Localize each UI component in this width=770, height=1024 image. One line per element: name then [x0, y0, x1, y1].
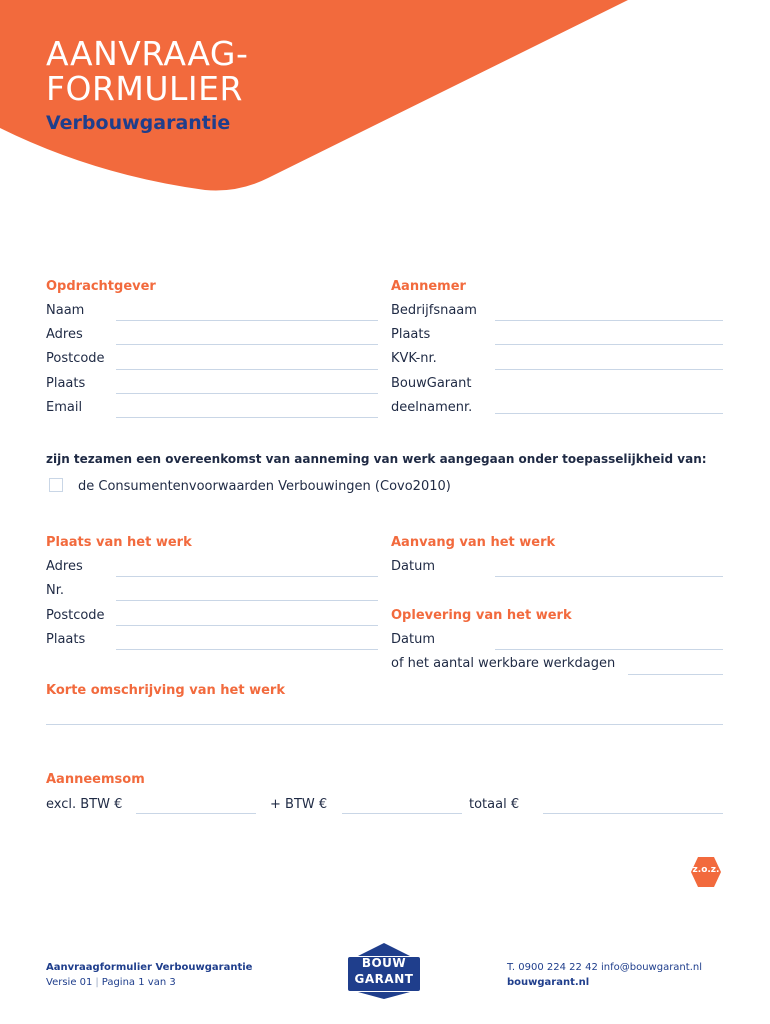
covo2010-checkbox[interactable] [49, 478, 63, 492]
form-subtitle: Verbouwgarantie [46, 112, 231, 134]
opdrachtgever-adres-label: Adres [46, 327, 83, 342]
aannemer-heading: Aannemer [391, 279, 466, 294]
covo2010-label: de Consumentenvoorwaarden Verbouwingen (Covo2010) [78, 479, 451, 494]
werk-adres-field[interactable] [116, 576, 378, 577]
omschrijving-heading: Korte omschrijving van het werk [46, 683, 285, 698]
werkdagen-label: of het aantal werkbare werkdagen [391, 656, 616, 671]
footer-website[interactable]: bouwgarant.nl [507, 977, 590, 988]
aannemer-bedrijfsnaam-field[interactable] [495, 320, 723, 321]
excl-btw-field[interactable] [136, 813, 256, 814]
opdrachtgever-plaats-label: Plaats [46, 376, 86, 391]
logo-line1: BOUW [361, 956, 407, 970]
zoz-badge-text: z.o.z. [692, 865, 720, 875]
opdrachtgever-email-label: Email [46, 400, 83, 415]
aannemer-plaats-field[interactable] [495, 344, 723, 345]
aanvang-datum-label: Datum [391, 559, 435, 574]
werk-nr-field[interactable] [116, 600, 378, 601]
aanvang-datum-field[interactable] [495, 576, 723, 577]
totaal-label: totaal € [469, 797, 520, 812]
aannemer-plaats-label: Plaats [391, 327, 431, 342]
werk-adres-label: Adres [46, 559, 83, 574]
footer-contact[interactable]: T. 0900 224 22 42 info@bouwgarant.nl [507, 962, 702, 973]
bouwgarant-logo [346, 942, 422, 1000]
agreement-statement: zijn tezamen een overeenkomst van aanneming van werk aangegaan onder toepasselijkheid van: [46, 452, 707, 466]
excl-btw-label: excl. BTW € [46, 797, 123, 812]
btw-field[interactable] [342, 813, 462, 814]
aanneemsom-heading: Aanneemsom [46, 772, 145, 787]
footer-version: Versie 01 | Pagina 1 van 3 [46, 977, 176, 988]
opdrachtgever-adres-field[interactable] [116, 344, 378, 345]
oplevering-datum-label: Datum [391, 632, 435, 647]
werkdagen-field[interactable] [628, 674, 723, 675]
totaal-field[interactable] [543, 813, 723, 814]
opdrachtgever-email-field[interactable] [116, 417, 378, 418]
btw-label: + BTW € [270, 797, 328, 812]
werk-postcode-field[interactable] [116, 625, 378, 626]
oplevering-datum-field[interactable] [495, 649, 723, 650]
opdrachtgever-heading: Opdrachtgever [46, 279, 156, 294]
opdrachtgever-naam-field[interactable] [116, 320, 378, 321]
opdrachtgever-plaats-field[interactable] [116, 393, 378, 394]
aannemer-kvk-field[interactable] [495, 369, 723, 370]
werk-nr-label: Nr. [46, 583, 65, 598]
opdrachtgever-postcode-field[interactable] [116, 369, 378, 370]
logo-line2: GARANT [354, 972, 414, 986]
aannemer-bedrijfsnaam-label: Bedrijfsnaam [391, 303, 477, 318]
aannemer-kvk-label: KVK-nr. [391, 351, 437, 366]
aannemer-deelnamenr-label: deelnamenr. [391, 400, 473, 415]
oplevering-werk-heading: Oplevering van het werk [391, 608, 572, 623]
aanvang-werk-heading: Aanvang van het werk [391, 535, 556, 550]
footer-title: Aanvraagformulier Verbouwgarantie [46, 962, 253, 973]
omschrijving-field[interactable] [46, 724, 723, 725]
werk-plaats-field[interactable] [116, 649, 378, 650]
opdrachtgever-postcode-label: Postcode [46, 351, 105, 366]
form-title: AANVRAAG- FORMULIER [46, 34, 249, 108]
werk-plaats-label: Plaats [46, 632, 86, 647]
plaats-werk-heading: Plaats van het werk [46, 535, 192, 550]
werk-postcode-label: Postcode [46, 608, 105, 623]
aannemer-deelnamenr-field[interactable] [495, 413, 723, 414]
opdrachtgever-naam-label: Naam [46, 303, 85, 318]
aannemer-bouwgarant-label: BouwGarant [391, 376, 472, 391]
